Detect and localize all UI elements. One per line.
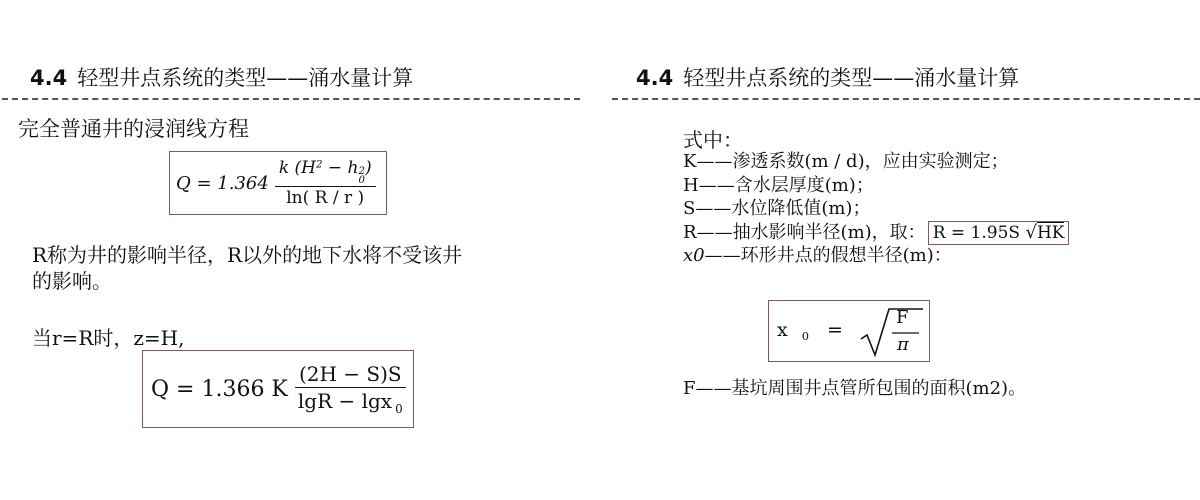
right-dashed-divider [612,98,1200,100]
formula1-lhs: Q = 1.364 [176,172,269,194]
formula2-denominator: lgR − lgx $_0$ [297,389,403,416]
where-label: 式中： [683,128,743,152]
radical-sign-icon [859,305,925,359]
formula1-fraction [275,158,376,208]
formula2-numerator: (2H − S)S [295,362,406,388]
definition-f: F——基坑周围井点管所包围的面积(m2)。 [683,378,1027,399]
left-heading-number: 4.4 [30,66,68,90]
x0-equals: = [827,319,843,341]
paragraph-line-2: 的影响。 [32,269,112,293]
definition-h: H——含水层厚度(m)； [683,174,874,196]
condition-text: 当r=R时，z=H, [32,326,185,350]
definition-x0: x0——环形井点的假想半径(m)： [683,245,952,266]
x0-numerator: F [896,307,909,328]
formula-q-1366 [142,350,414,428]
definition-r: R——抽水影响半径(m)，取： R = 1.95S √HK [683,221,1069,245]
x0-formula-box [768,300,930,362]
definition-k: K——渗透系数(m / d)，应由实验测定； [683,151,1009,172]
right-heading-text: 轻型井点系统的类型——涌水量计算 [683,66,1020,90]
left-heading-text: 轻型井点系统的类型——涌水量计算 [77,66,414,90]
x0-denominator: π [897,334,909,355]
right-heading [636,62,1019,92]
left-heading [30,62,413,92]
r-formula-box: R = 1.95S √HK [928,221,1070,245]
formula1-denominator: ln( R / r ) [286,188,365,209]
influence-radius-paragraph [32,242,462,294]
formula1-numerator: k ($H^2 - h$ 2 0 ) [275,158,376,187]
definitions-list [683,150,1069,268]
formula2-fraction [294,362,407,415]
formula2-lhs: Q = 1.366 K [151,376,288,402]
x0-lhs: x $_0$ [777,319,809,343]
left-dashed-divider [2,98,580,100]
definition-s: S——水位降低值(m)； [683,198,871,219]
formula-q-1364 [169,151,387,215]
paragraph-line-1: R称为井的影响半径，R以外的地下水将不受该井 [32,243,463,267]
left-subtitle: 完全普通井的浸润线方程 [18,117,249,141]
right-heading-number: 4.4 [636,66,674,90]
